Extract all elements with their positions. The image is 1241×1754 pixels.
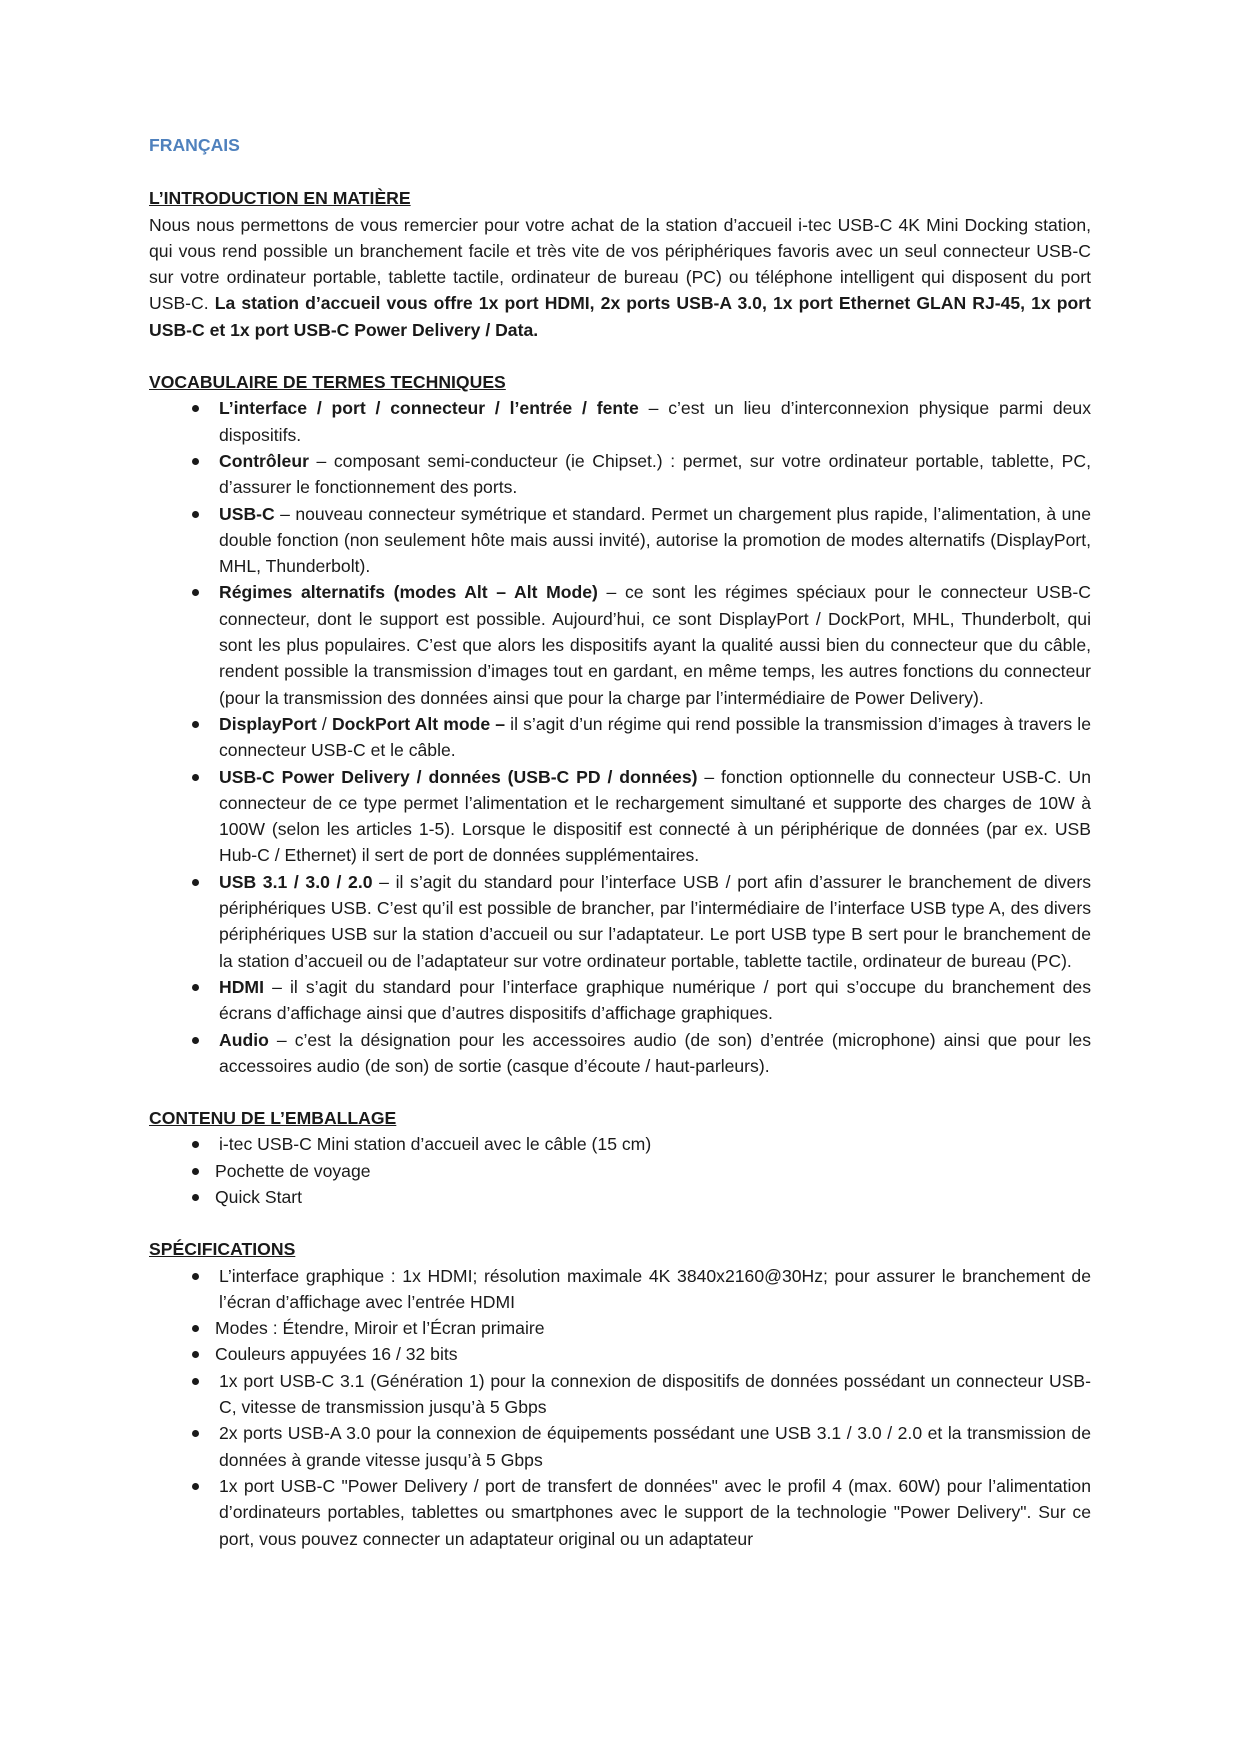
- package-item-text: Quick Start: [215, 1186, 303, 1207]
- vocabulary-item: [149, 448, 1091, 501]
- bullet-icon: [192, 405, 199, 412]
- vocabulary-definition: il s’agit d’un régime qui rend possible la transmission d’images à travers le connecteur USB-C et le câble.: [219, 713, 1091, 761]
- spec-item-text: L’interface graphique : 1x HDMI; résolution maximale 4K 3840x2160@30Hz; pour assurer le branchement de l’écran d’affichage avec l’entrée HDMI: [219, 1265, 1091, 1312]
- vocabulary-item: [149, 869, 1091, 974]
- vocabulary-heading: VOCABULAIRE DE TERMES TECHNIQUES: [149, 372, 506, 393]
- page-content: [149, 132, 1091, 1552]
- bullet-icon: [192, 984, 199, 991]
- specifications-heading: SPÉCIFICATIONS: [149, 1239, 296, 1260]
- bullet-icon: [192, 1141, 199, 1148]
- spec-item: [149, 1473, 1091, 1552]
- vocabulary-term: DisplayPort: [219, 713, 317, 734]
- spec-item: [149, 1263, 1091, 1316]
- vocabulary-item: [149, 579, 1091, 710]
- bullet-icon: [192, 1037, 199, 1044]
- bullet-icon: [192, 1483, 199, 1490]
- specifications-list: [149, 1263, 1091, 1552]
- introduction-text: Nous nous permettons de vous remercier pour votre achat de la station d’accueil i-tec USB-C 4K Mini Docking station, qui vous rend possible un branchement facile et très vite de vos périphériques favoris avec un seul connecteur USB-C sur votre ordinateur portable, tablette tactile, ordinateur de bureau (PC) ou téléphone intelligent qui disposent du port USB-C.: [149, 214, 1091, 314]
- package-item-text: Pochette de voyage: [215, 1160, 371, 1181]
- vocabulary-term: L’interface / port / connecteur / l’entrée / fente: [219, 398, 639, 419]
- package-item-text: i-tec USB-C Mini station d’accueil avec le câble (15 cm): [219, 1134, 652, 1155]
- vocabulary-term: Régimes alternatifs (modes Alt – Alt Mode): [219, 582, 598, 603]
- bullet-icon: [192, 1378, 199, 1385]
- bullet-icon: [192, 1273, 199, 1280]
- vocabulary-term: DockPort Alt mode –: [331, 713, 506, 734]
- bullet-icon: [192, 1351, 199, 1358]
- vocabulary-term: Contrôleur: [219, 450, 309, 471]
- bullet-icon: [192, 589, 199, 596]
- bullet-icon: [192, 879, 199, 886]
- package-heading: CONTENU DE L’EMBALLAGE: [149, 1108, 397, 1129]
- vocabulary-definition: – fonction optionnelle du connecteur USB-C. Un connecteur de ce type permet l’alimentation et le rechargement simultané et supporte des charges de 10W à 100W (selon les articles 1-5). Lorsque le dispositif est connecté à un périphérique de données (par ex. USB Hub-C / Ethernet) il sert de port de données supplémentaires.: [219, 766, 1092, 866]
- vocabulary-item: [149, 501, 1091, 580]
- introduction-paragraph: [149, 212, 1091, 343]
- vocabulary-definition: – nouveau connecteur symétrique et standard. Permet un chargement plus rapide, l’alimentation, à une double fonction (non seulement hôte mais aussi invité), autorise la promotion de modes alternatifs (DisplayPort, MHL, Thunderbolt).: [219, 503, 1091, 577]
- vocabulary-definition: – ce sont les régimes spéciaux pour le connecteur USB-C connecteur, dont le support est possible. Aujourd’hui, ce sont DisplayPort / DockPort, MHL, Thunderbolt, qui sont les plus populaires. C’est que alors les dispositifs ayant la qualité aussi bien du connecteur que du câble, rendent possible la transmission d’images tout en gardant, en même temps, les autres fonctions du connecteur (pour la transmission des données ainsi que pour la charge par l’intermédiaire de Power Delivery).: [219, 582, 1091, 708]
- spec-item-text: 2x ports USB-A 3.0 pour la connexion de équipements possédant une USB 3.1 / 3.0 / 2.0 et la transmission de données à grande vitesse jusqu’à 5 Gbps: [219, 1423, 1091, 1470]
- language-heading: FRANÇAIS: [149, 135, 240, 155]
- vocabulary-term: USB-C: [219, 503, 275, 524]
- introduction-heading: L’INTRODUCTION EN MATIÈRE: [149, 188, 411, 209]
- package-item: [149, 1184, 1091, 1210]
- vocabulary-item: [149, 974, 1091, 1027]
- package-list: [149, 1131, 1091, 1210]
- vocabulary-item: [149, 395, 1091, 448]
- vocabulary-term: USB 3.1 / 3.0 / 2.0: [219, 871, 373, 892]
- vocabulary-item: [149, 764, 1091, 869]
- spec-item: [149, 1315, 1091, 1341]
- vocabulary-definition: – il s’agit du standard pour l’interface graphique numérique / port qui s’occupe du branchement des écrans d’affichage ainsi que d’autres dispositifs d’affichage graphiques.: [219, 976, 1091, 1024]
- vocabulary-term: Audio: [219, 1029, 269, 1050]
- bullet-icon: [192, 721, 199, 728]
- package-item: [149, 1158, 1091, 1184]
- spec-item: [149, 1368, 1091, 1421]
- vocabulary-item: [149, 711, 1091, 764]
- package-item: [149, 1131, 1091, 1157]
- spec-item-text: 1x port USB-C "Power Delivery / port de transfert de données" avec le profil 4 (max. 60W) pour l’alimentation d’ordinateurs portables, tablettes ou smartphones avec le support de la technologie "Power Delivery". Sur ce port, vous pouvez connecter un adaptateur original ou un adaptateur: [219, 1475, 1091, 1549]
- spec-item: [149, 1420, 1091, 1473]
- vocabulary-term: HDMI: [219, 976, 264, 997]
- bullet-icon: [192, 1325, 199, 1332]
- vocabulary-term: USB-C Power Delivery / données (USB-C PD / données): [219, 766, 698, 787]
- vocabulary-term-separator: /: [316, 713, 332, 734]
- bullet-icon: [192, 774, 199, 781]
- spec-item-text: Couleurs appuyées 16 / 32 bits: [215, 1344, 458, 1365]
- bullet-icon: [192, 458, 199, 465]
- bullet-icon: [192, 1430, 199, 1437]
- bullet-icon: [192, 511, 199, 518]
- bullet-icon: [192, 1194, 199, 1201]
- bullet-icon: [192, 1168, 199, 1175]
- vocabulary-list: [149, 395, 1091, 1079]
- spec-item-text: Modes : Étendre, Miroir et l’Écran primaire: [215, 1318, 545, 1339]
- spec-item: [149, 1341, 1091, 1367]
- vocabulary-item: [149, 1027, 1091, 1080]
- vocabulary-definition: – composant semi-conducteur (ie Chipset.) : permet, sur votre ordinateur portable, tablette, PC, d’assurer le fonctionnement des ports.: [219, 450, 1091, 498]
- vocabulary-definition: – c’est la désignation pour les accessoires audio (de son) d’entrée (microphone) ainsi que pour les accessoires audio (de son) de sortie (casque d’écoute / haut-parleurs).: [219, 1029, 1091, 1076]
- spec-item-text: 1x port USB-C 3.1 (Génération 1) pour la connexion de dispositifs de données possédant un connecteur USB-C, vitesse de transmission jusqu’à 5 Gbps: [219, 1370, 1091, 1418]
- introduction-text-bold: La station d’accueil vous offre 1x port HDMI, 2x ports USB-A 3.0, 1x port Ethernet GLAN RJ-45, 1x port USB-C et 1x port USB-C Power Delivery / Data.: [149, 293, 1091, 340]
- vocabulary-definition: – il s’agit du standard pour l’interface USB / port afin d’assurer le branchement de divers périphériques USB. C’est qu’il est possible de brancher, par l’intermédiaire de l’interface USB type A, des divers périphériques USB sur la station d’accueil ou sur l’adaptateur. Le port USB type B sert pour le branchement de la station d’accueil ou de l’adaptateur sur votre ordinateur portable, tablette tactile, ordinateur de bureau (PC).: [219, 871, 1091, 971]
- vocabulary-definition: – c’est un lieu d’interconnexion physique parmi deux dispositifs.: [219, 398, 1091, 445]
